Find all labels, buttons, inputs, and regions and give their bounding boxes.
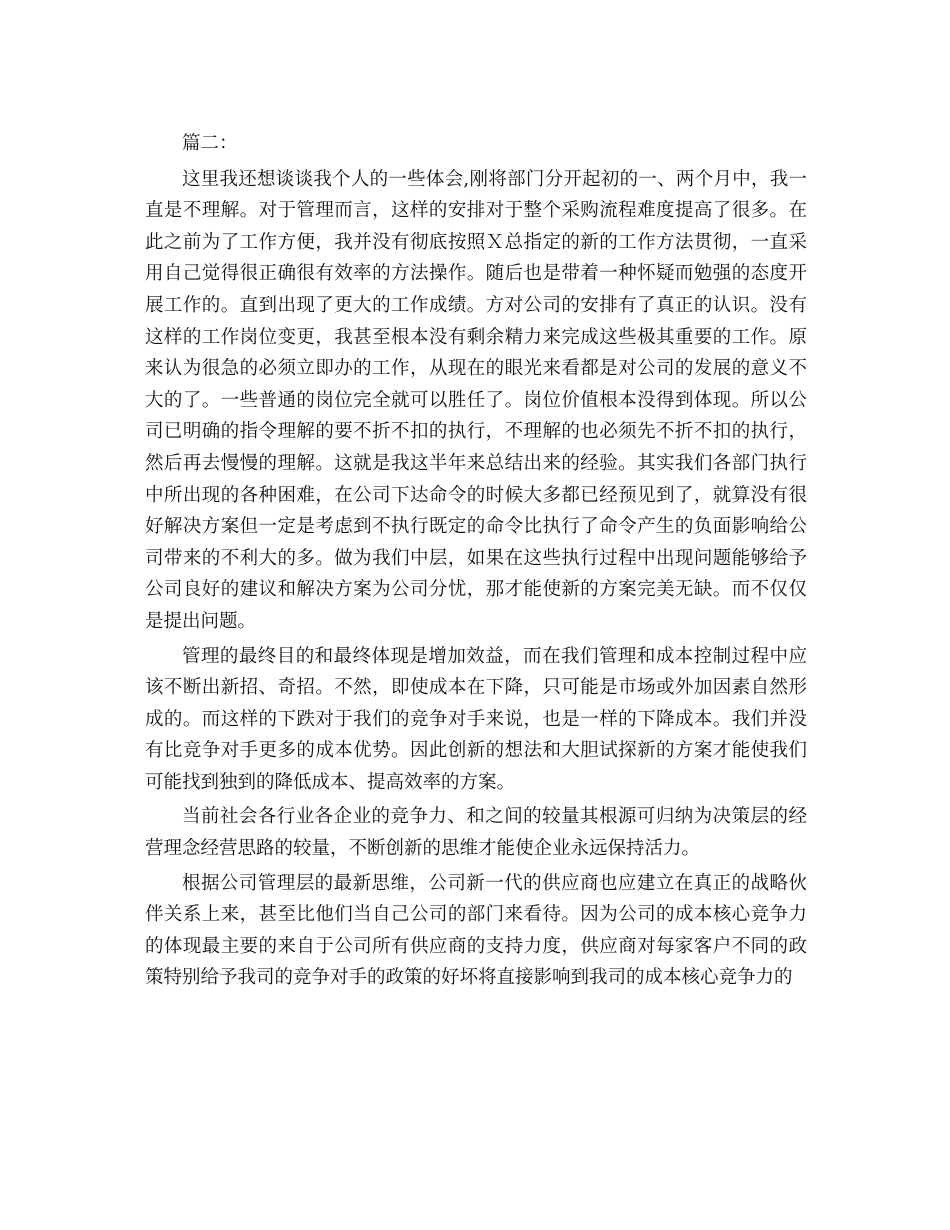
section-heading: 篇二：	[182, 133, 238, 154]
paragraph-1: 这里我还想谈谈我个人的一些体会,刚将部门分开起初的一、两个月中，我一直是不理解。对于管理而言，这样的安排对于整个采购流程难度提高了很多。在此之前为了工作方便，我并没有彻底按照Ｘ总指定的新的工作方法贯彻，一直采用自己觉得很正确很有效率的方法操作。随后也是带着一种怀疑而勉强的态度开展工作的。直到出现了更大的工作成绩。方对公司的安排有了真正的认识。没有这样的工作岗位变更，我甚至根本没有剩余精力来完成这些极其重要的工作。原来认为很急的必须立即办的工作，从现在的眼光来看都是对公司的发展的意义不大的了。一些普通的岗位完全就可以胜任了。岗位价值根本没得到体现。所以公司已明确的指令理解的要不折不扣的执行，不理解的也必须先不折不扣的执行，然后再去慢慢的理解。这就是我这半年来总结出来的经验。其实我们各部门执行中所出现的各种困难，在公司下达命令的时候大多都已经预见到了，就算没有很好解决方案但一定是考虑到不执行既定的命令比执行了命令产生的负面影响给公司带来的不利大的多。做为我们中层，如果在这些执行过程中出现问题能够给予公司良好的建议和解决方案为公司分忧，那才能使新的方案完美无缺。而不仅仅是提出问题。	[145, 168, 807, 632]
paragraph-4: 根据公司管理层的最新思维，公司新一代的供应商也应建立在真正的战略伙伴关系上来，甚至比他们当自己公司的部门来看待。因为公司的成本核心竞争力的体现最主要的来自于公司所有供应商的支持力度，供应商对每家客户不同的政策特别给予我司的竞争对手的政策的好坏将直接影响到我司的成本核心竞争力的	[145, 872, 807, 989]
paragraph-2: 管理的最终目的和最终体现是增加效益，而在我们管理和成本控制过程中应该不断出新招、奇招。不然，即使成本在下降，只可能是市场或外加因素自然形成的。而这样的下跌对于我们的竞争对手来说，也是一样的下降成本。我们并没有比竞争对手更多的成本优势。因此创新的想法和大胆试探新的方案才能使我们可能找到独到的降低成本、提高效率的方案。	[145, 645, 807, 793]
paragraph-3: 当前社会各行业各企业的竞争力、和之间的较量其根源可归纳为决策层的经营理念经营思路的较量，不断创新的思维才能使企业永远保持活力。	[145, 806, 807, 860]
document-body	[145, 128, 807, 997]
